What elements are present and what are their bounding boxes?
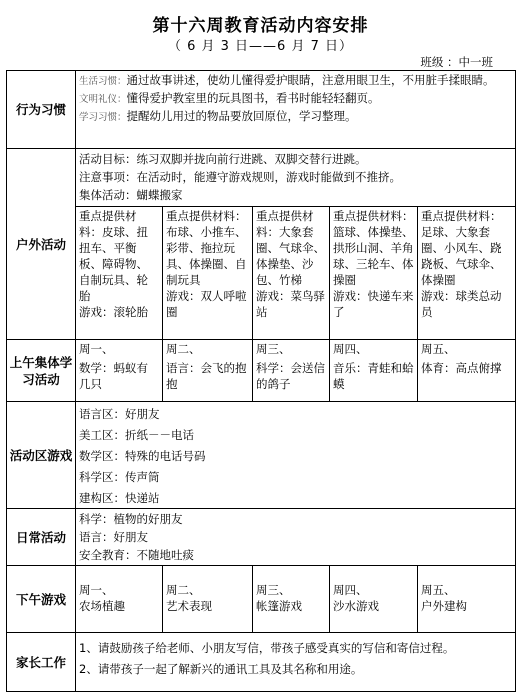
outdoor-materials: 重点提供材料：足球、大象套圈、小风车、跷跷板、气球伞、体操圈 (421, 209, 502, 287)
morning-day-mon (76, 340, 163, 402)
afternoon-day-tue (163, 566, 253, 633)
morning-day-wed (253, 340, 330, 402)
parents-label: 家长工作 (7, 633, 76, 692)
afternoon-row (7, 566, 516, 633)
afternoon-day: 周一、 (79, 583, 114, 597)
afternoon-day-fri (418, 566, 516, 633)
page-title: 第十六周教育活动内容安排 (152, 16, 369, 36)
morning-lesson: 科学：会送信的鸽子 (256, 361, 325, 391)
daily-row (7, 509, 516, 566)
morning-lesson: 体育：高点俯撑 (421, 361, 502, 375)
zones-row (7, 402, 516, 509)
habit-tag: 学习习惯： (79, 112, 127, 123)
morning-day-fri (418, 340, 516, 402)
outdoor-goal: 活动目标：练习双脚并拢向前行进跳、双脚交替行进跳。 (79, 152, 367, 166)
parent-item: 1、请鼓励孩子给老师、小朋友写信，带孩子感受真实的写信和寄信过程。 (79, 641, 455, 655)
outdoor-notice: 注意事项：在活动时，能遵守游戏规则，游戏时能做到不推挤。 (79, 170, 401, 184)
daily-label: 日常活动 (7, 509, 76, 566)
outdoor-info (76, 149, 516, 207)
habits-label: 行为习惯 (7, 71, 76, 149)
zone-item: 语言区：好朋友 (79, 407, 160, 421)
parents-row (7, 633, 516, 692)
daily-item: 安全教育：不随地吐痰 (79, 548, 194, 562)
habit-item (79, 72, 512, 90)
outdoor-game: 游戏：双人呼啦圈 (166, 289, 247, 319)
outdoor-row (7, 149, 516, 207)
habit-item (79, 90, 512, 108)
habit-text: 懂得爱护教室里的玩具图书，看书时能轻轻翻页。 (126, 91, 380, 105)
morning-lesson: 音乐：青蛙和蛤蟆 (333, 361, 414, 391)
parents-content (76, 633, 516, 692)
afternoon-day-mon (76, 566, 163, 633)
afternoon-game: 户外建构 (421, 599, 467, 613)
morning-day-thu (330, 340, 418, 402)
afternoon-label: 下午游戏 (7, 566, 76, 633)
habit-tag: 文明礼仪： (79, 94, 127, 105)
afternoon-game: 沙水游戏 (333, 599, 379, 613)
afternoon-day: 周三、 (256, 583, 291, 597)
outdoor-materials: 重点提供材料：皮球、扭扭车、平衡板、障碍物、自制玩具、轮胎 (79, 209, 148, 303)
zone-item: 科学区：传声筒 (79, 470, 160, 484)
afternoon-day: 周四、 (333, 583, 368, 597)
zone-item: 美工区：折纸－－电话 (79, 428, 194, 442)
class-label: 班级 ：中一班 (420, 55, 493, 69)
schedule-table (6, 70, 516, 692)
morning-day: 周一、 (79, 342, 114, 356)
outdoor-day-mon (76, 207, 163, 340)
morning-day: 周四、 (333, 342, 368, 356)
outdoor-materials: 重点提供材料：布球、小推车、彩带、拖拉玩具、体操圈、自制玩具 (166, 209, 247, 287)
outdoor-day-thu (330, 207, 418, 340)
morning-day-tue (163, 340, 253, 402)
daily-item: 语言：好朋友 (79, 530, 148, 544)
parent-item: 2、请带孩子一起了解新兴的通讯工具及其名称和用途。 (79, 662, 363, 676)
morning-day: 周二、 (166, 342, 201, 356)
outdoor-game: 游戏：滚轮胎 (79, 305, 148, 319)
daily-content (76, 509, 516, 566)
afternoon-game: 帐篷游戏 (256, 599, 302, 613)
morning-row (7, 340, 516, 402)
outdoor-game: 游戏：菜鸟驿站 (256, 289, 325, 319)
morning-lesson: 数学：蚂蚁有几只 (79, 361, 148, 391)
zones-label: 活动区游戏 (7, 402, 76, 509)
morning-day: 周三、 (256, 342, 291, 356)
zone-item: 建构区：快递站 (79, 491, 160, 505)
zone-item: 数学区：特殊的电话号码 (79, 449, 206, 463)
outdoor-label: 户外活动 (7, 149, 76, 340)
outdoor-game: 游戏：球类总动员 (421, 289, 502, 319)
outdoor-materials: 重点提供材料：大象套圈、气球伞、体操垫、沙包、竹梯 (256, 209, 325, 287)
date-range: （ 6 月 3 日——6 月 7 日） (167, 39, 353, 54)
morning-label: 上午集体学习活动 (7, 340, 76, 402)
afternoon-game: 艺术表现 (166, 599, 212, 613)
outdoor-days-row (7, 207, 516, 340)
outdoor-day-tue (163, 207, 253, 340)
outdoor-day-fri (418, 207, 516, 340)
zones-content (76, 402, 516, 509)
afternoon-day: 周二、 (166, 583, 201, 597)
morning-lesson: 语言：会飞的抱抱 (166, 361, 247, 391)
habit-tag: 生活习惯： (79, 76, 127, 87)
habits-row (7, 71, 516, 149)
outdoor-day-wed (253, 207, 330, 340)
afternoon-day-thu (330, 566, 418, 633)
habit-text: 通过故事讲述，使幼儿懂得爱护眼睛，注意用眼卫生，不用脏手揉眼睛。 (126, 73, 495, 87)
afternoon-day-wed (253, 566, 330, 633)
afternoon-day: 周五、 (421, 583, 456, 597)
habit-item (79, 108, 512, 126)
outdoor-group: 集体活动：蝴蝶搬家 (79, 188, 183, 202)
outdoor-game: 游戏：快递车来了 (333, 289, 414, 319)
daily-item: 科学：植物的好朋友 (79, 512, 183, 526)
morning-day: 周五、 (421, 342, 456, 356)
habits-content (76, 71, 516, 149)
afternoon-game: 农场植趣 (79, 599, 125, 613)
habit-text: 提醒幼儿用过的物品要放回原位，学习整理。 (126, 109, 357, 123)
outdoor-materials: 重点提供材料：篮球、体操垫、拱形山洞、羊角球、三轮车、体操圈 (333, 209, 414, 287)
